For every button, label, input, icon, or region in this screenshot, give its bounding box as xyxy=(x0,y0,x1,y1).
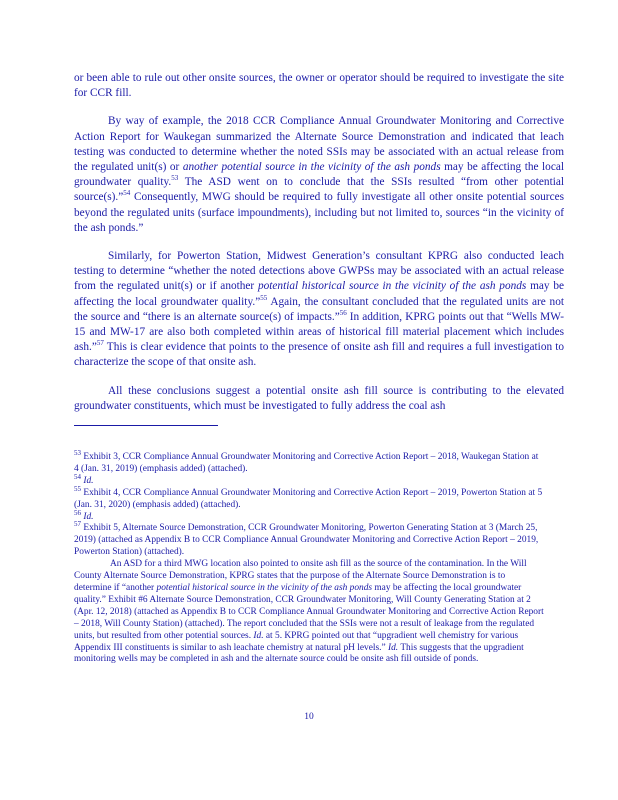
fn57-text-a: An ASD for a third MWG location also pointed to onsite ash fill as the source of the contamination. In the Will County Alternate Source Demonstration, KPRG states that the purpose of the Alternate Source Demonstration is to determine if “another xyxy=(74,559,527,593)
footnote-ref-53[interactable]: 53 xyxy=(171,174,179,183)
footnotes xyxy=(74,448,544,666)
p3-text-e: This is clear evidence that points to the presence of onsite ash fill and requires a full investigation to characterize the scope of that onsite ash. xyxy=(74,341,564,369)
fn57-text-c: at 5. KPRG pointed out that “upgradient well chemistry for various Appendix III constituents is similar to ash leachate chemistry at natural pH levels.” xyxy=(74,630,519,653)
footnote-emphasis: Id. xyxy=(83,511,94,522)
footnote-text: Exhibit 5, Alternate Source Demonstration, CCR Groundwater Monitoring, Powerton Generating Station at 3 (March 25, 2019) (attached as Appendix B to CCR Compliance Annual Groundwater Monitoring and Corrective Action Report – 2019, Powerton Station) (attached). xyxy=(74,523,539,558)
p2-text-c: The ASD went on to conclude that the SSIs resulted “from other potential source(s).” xyxy=(74,176,564,204)
footnote-text: Exhibit 4, CCR Compliance Annual Groundwater Monitoring and Corrective Action Report – 2019, Powerton Station at 5 (Jan. 31, 2020) (emphasis added) (attached). xyxy=(74,487,543,510)
footnote-57-continuation xyxy=(74,559,544,666)
footnote-53 xyxy=(74,448,544,476)
footnote-57 xyxy=(74,520,544,559)
p3-emphasis: potential historical source in the vicinity of the ash ponds xyxy=(257,280,527,293)
paragraph-conclusions: All these conclusions suggest a potential onsite ash fill source is contributing to the elevated groundwater constituents, which must be investigated to fully address the coal ash xyxy=(74,384,564,412)
footnote-number: 56 xyxy=(74,508,81,517)
footnote-ref-56[interactable]: 56 xyxy=(339,309,347,318)
footnote-ref-57[interactable]: 57 xyxy=(96,339,104,348)
footnote-ref-54[interactable]: 54 xyxy=(123,189,131,198)
footnote-number: 53 xyxy=(74,448,81,457)
body-text xyxy=(74,71,564,427)
fn57-emphasis-1: potential historical source in the vicinity of the ash ponds xyxy=(156,582,373,593)
footnote-55 xyxy=(74,484,544,512)
p3-text-b: may be affecting the local groundwater quality.” xyxy=(74,280,564,308)
footnote-divider xyxy=(74,425,218,426)
fn57-text-d: This suggests that the upgradient monitoring wells may be completed in ash and the alternate source could be onsite ash fill outside of ponds. xyxy=(74,642,524,665)
footnote-number: 57 xyxy=(74,520,81,529)
fn57-text-b: may be affecting the local groundwater quality.” Exhibit #6 Alternate Source Demonstration, CCR Groundwater Monitoring, Will County Generating Station at 2 (Apr. 12, 2018) (attached as Appendix B to CCR Compliance Annual Groundwater Monitoring and Corrective Action Report – 2018, Will County Station) (attached). The report concluded that the SSIs were not a result of leakage from the regulated units, but resulted from other potential sources. xyxy=(74,582,544,641)
footnote-number: 55 xyxy=(74,484,81,493)
paragraph-waukegan xyxy=(74,114,564,236)
p2-emphasis: another potential source in the vicinity of the ash ponds xyxy=(182,161,441,174)
fn57-emphasis-3: Id. xyxy=(387,642,399,653)
footnote-56 xyxy=(74,508,544,524)
footnote-ref-55[interactable]: 55 xyxy=(260,293,268,302)
footnote-54 xyxy=(74,472,544,488)
paragraph-powerton xyxy=(74,249,564,371)
fn57-emphasis-2: Id. xyxy=(253,630,264,641)
footnote-emphasis: Id. xyxy=(83,475,94,486)
footnote-number: 54 xyxy=(74,472,81,481)
p3-text-c: Again, the consultant concluded that the regulated units are not the source and “there is an alternate source(s) of impacts.” xyxy=(74,295,564,323)
paragraph-continuation: or been able to rule out other onsite sources, the owner or operator should be required to investigate the site for CCR fill. xyxy=(74,72,564,100)
p2-text-d: Consequently, MWG should be required to fully investigate all other onsite potential sources beyond the regulated units (surface impoundments), including but not limited to, sources “in the vicinity of the ash ponds.” xyxy=(74,191,564,234)
p3-text-a: Similarly, for Powerton Station, Midwest Generation’s consultant KPRG also conducted leach testing to determine “whether the noted detections above GWPSs may be associated with an actual release from the regulated unit(s) or if another xyxy=(74,250,564,293)
p3-text-d: In addition, KPRG points out that “Wells MW-15 and MW-17 are also both completed within areas of historical fill material placement which includes ash.” xyxy=(74,310,564,354)
p2-text-b: may be affecting the local groundwater quality. xyxy=(74,161,564,189)
footnote-text: Exhibit 3, CCR Compliance Annual Groundwater Monitoring and Corrective Action Report – 2018, Waukegan Station at 4 (Jan. 31, 2019) (emphasis added) (attached). xyxy=(74,452,539,474)
page-number: 10 xyxy=(304,712,314,722)
p2-text-a: By way of example, the 2018 CCR Compliance Annual Groundwater Monitoring and Corrective Action Report for Waukegan summarized the Alternate Source Demonstration and indicated that leach testing was conducted to determine whether the noted SSIs may be associated with an actual release from the regulated unit(s) or xyxy=(74,115,564,174)
